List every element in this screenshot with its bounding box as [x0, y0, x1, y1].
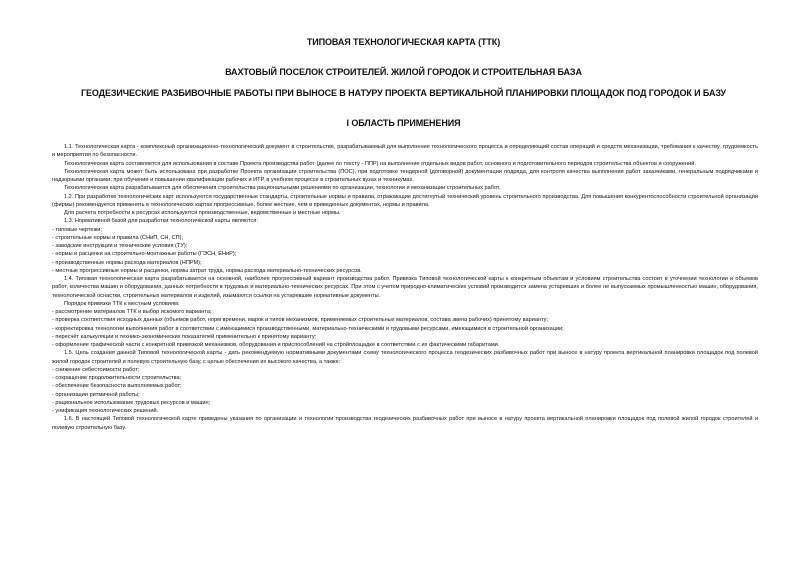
list-item: - пересчёт калькуляции и технико-экономических показателей применительно к принятому варианту; [52, 333, 317, 340]
paragraph: Технологическая карта составляется для использования в составе Проекта производства работ (далее по тексту - ППР) на выполнение отдельных видов работ, основного и подготовительного периодов строительства объектов и сооружений. [64, 160, 696, 167]
list-item: - проверка соответствия исходных данных (объемов работ, норм времени, марок и типов механизмов, применяемых строительных материалов, состава звена рабочих) принятому варианту; [52, 317, 549, 324]
list-item: - заводские инструкции и технические условия (ТУ); [52, 243, 188, 249]
paragraph: 1.3. Нормативной базой для разработки технологической карты являются: [64, 218, 258, 225]
paragraph: Для расчета потребности в ресурсах используются производственные, ведомственные и местные нормы. [64, 210, 341, 216]
list-item: - типовые чертежи; [52, 226, 102, 233]
paragraph: 1.5. Цель создания данной Типовой технологической карты - дать рекомендуемую нормативными документами схему технологического процесса геодезических разбивочных работ при выносе в натуру проекта вертикальной планировки площадок под полевой жилой городок строителей и полевую строительную базу, с целью обеспечения их высокого качества, а также: [52, 350, 758, 365]
section-title: I ОБЛАСТЬ ПРИМЕНЕНИЯ [346, 118, 461, 128]
paragraph: 1.1. Технологическая карта - комплексный организационно-технологический документ в строительстве, разрабатываемый для выполнения технологического процесса и определяющий состав операций и средств механизации, требования к качеству, трудоемкость и мероприятия по безопасности. [52, 144, 758, 159]
section-body [52, 143, 758, 432]
list-item: - рациональное использование трудовых ресурсов и машин; [52, 399, 211, 406]
paragraph: Технологическая карта разрабатывается для обеспечения строительства рациональными решениями по организации, технологии и механизации строительных работ. [64, 185, 501, 192]
list-item: - строительные нормы и правила (СНиП, СН, СП); [52, 234, 184, 241]
list-item: - снижение себестоимости работ; [52, 366, 140, 373]
list-item: - корректировка технологии выполнения работ в соответствии с имеющимися производственными, материально-техническими и трудовыми ресурсами, имеющимися в строительной организации; [52, 325, 564, 332]
document-title: ТИПОВАЯ ТЕХНОЛОГИЧЕСКАЯ КАРТА (ТТК) [306, 37, 501, 47]
list-item: - обеспечение безопасности выполняемых работ; [52, 383, 182, 390]
paragraph: Порядок привязки ТТК к местным условиям: [64, 300, 180, 307]
document-subtitle-object: ВАХТОВЫЙ ПОСЕЛОК СТРОИТЕЛЕЙ. ЖИЛОЙ ГОРОДОК И СТРОИТЕЛЬНАЯ БАЗА [225, 67, 582, 77]
paragraph: Технологическая карта может быть использована при разработке Проекта организации строительства (ПОС), при подготовке тендерной (договорной) документации подряда, для контроля качества выполнения работ заказчиками, генеральным подрядчиками и надзорными органами, при обучении и повышении квалификации рабочих и ИТР, в учебном процессе в строительных вузах и техникумах. [52, 168, 758, 183]
list-item: - организации ритмичной работы; [52, 391, 140, 398]
list-item: - местные прогрессивные нормы и расценки, нормы затрат труда, нормы расхода материально-технических ресурсов. [52, 267, 362, 274]
list-item: - оформление графической части с конкретной привязкой механизмов, оборудования и приспособлений на стройплощадке в соответствии с их фактическими габаритами. [52, 342, 500, 348]
paragraph: 1.4. Типовая технологическая карта разрабатывается на основной, наиболее прогрессивный вариант производства работ. Привязка Типовой технологической карты к конкретным объектам и условиям строительства состоит в уточнении технологии и объемов работ, количества машин и оборудования, данных потребности в трудовых и материально-технических ресурсах. При этом с учетом природно-климатических условий производится замена устаревших и более не выпускаемых промышленностью машин, оборудования, технологической оснастки, строительных материалов и изделий, изымаются ссылки на устаревшие нормативные документы. [52, 276, 758, 299]
paragraph: 1.2. При разработке технологических карт используются государственные стандарты, строительные нормы и правила, отражающие достигнутый технический уровень строительного производства. Для повышения конкурентоспособности строительной организации (фирмы) рекомендуется применять в технологических картах прогрессивные, более жесткие, чем в приведенных документах, нормы и правила. [52, 193, 758, 208]
list-item: - производственные нормы расхода материалов (НПРМ); [52, 259, 202, 266]
list-item: - сокращение продолжительности строительства; [52, 375, 182, 381]
list-item: - нормы и расценки на строительно-монтажные работы (ГЭСН, ЕНиР); [52, 251, 237, 258]
paragraph: 1.6. В настоящей Типовой технологической карте приведены указания по организации и технологии производства геодезических разбивочных работ при выносе в натуру проекта вертикальной планировки площадок под полевой жилой городок строителей и полевую строительную базу. [52, 416, 758, 431]
document-subtitle-works: ГЕОДЕЗИЧЕСКИЕ РАЗБИВОЧНЫЕ РАБОТЫ ПРИ ВЫНОСЕ В НАТУРУ ПРОЕКТА ВЕРТИКАЛЬНОЙ ПЛАНИРОВКИ ПЛОЩАДОК ПОД ГОРОДОК И БАЗУ [80, 88, 727, 98]
list-item: - рассмотрение материалов ТТК и выбор искомого варианта; [52, 309, 212, 315]
list-item: - унификация технологических решений. [52, 408, 159, 414]
